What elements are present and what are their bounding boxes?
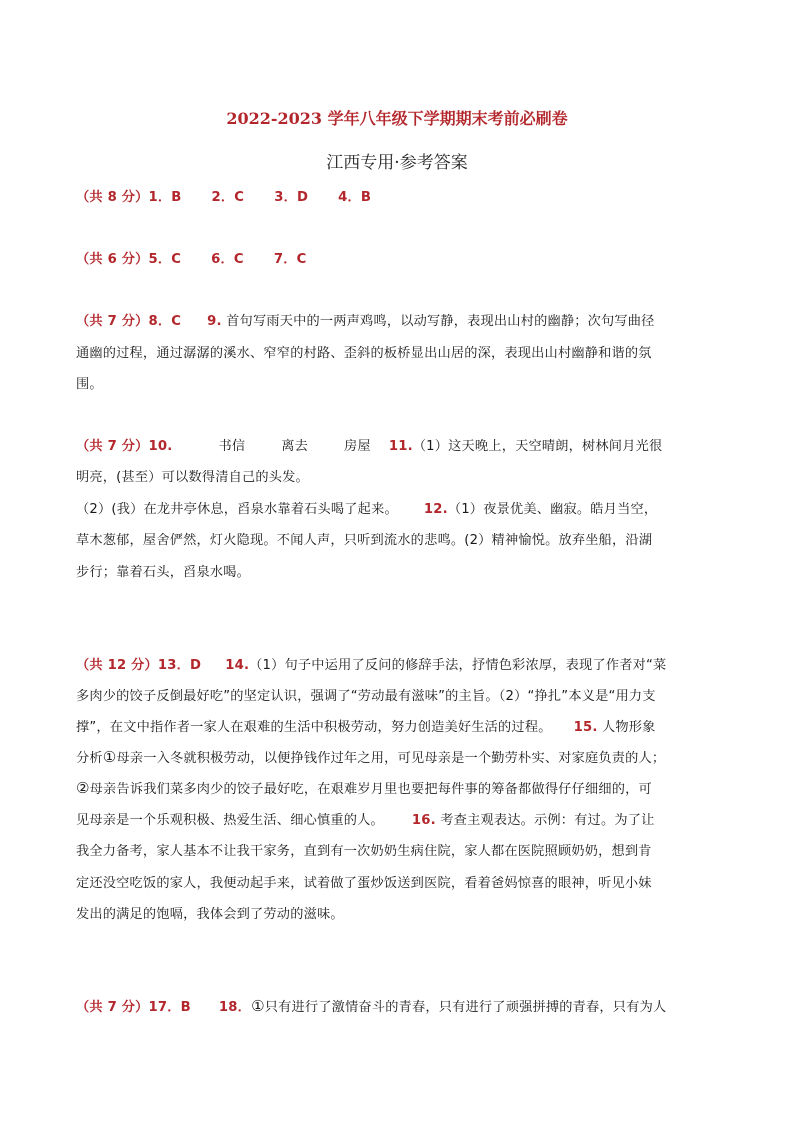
circled-two-marker: ②	[76, 779, 90, 797]
circled-one-marker: ①	[251, 997, 265, 1015]
section-points: （共 12 分）	[76, 658, 158, 673]
answer-9-text: 首句写雨天中的一两声鸡鸣，以动写静，表现出山村的幽静；次句写曲径	[226, 314, 655, 329]
section-5-line-4	[76, 747, 665, 766]
question-16-number: 16.	[411, 813, 436, 828]
page-subtitle: 江西专用·参考答案	[326, 153, 468, 173]
section-5-line-5	[76, 778, 652, 797]
answer-12-text: （1）夜景优美、幽寂。皓月当空，	[447, 502, 658, 517]
answer-8: 8．C	[148, 314, 182, 329]
answer-10-word-2: 离去	[281, 439, 309, 454]
answer-11-text: （1）这天晚上，天空晴朗，树林间月光很	[412, 439, 663, 454]
answer-15-point-1: 母亲一入冬就积极劳动，以便挣钱作过年之用，可见母亲是一个勤劳朴实、对家庭负责的人；	[116, 751, 666, 766]
answer-13: 13．D	[157, 658, 202, 673]
section-4-line-2: 明亮，(甚至）可以数得清自己的头发。	[76, 470, 309, 485]
answer-10-word-1: 书信	[218, 439, 246, 454]
answer-11-part-2: （2）(我）在龙井亭休息，舀泉水靠着石头喝了起来。	[76, 502, 398, 517]
question-11-number: 11.	[388, 439, 413, 454]
section-6-line-1	[76, 996, 666, 1015]
section-3-line-1	[76, 310, 655, 329]
section-points: （共 7 分）	[76, 314, 149, 329]
section-5-line-8: 定还没空吃饭的家人，我便动起手来，试着做了蛋炒饭送到医院，看着爸妈惊喜的眼神，听见小妹	[76, 876, 652, 891]
answer-1: 1．B	[148, 190, 182, 205]
answer-16-text: 考查主观表达。示例：有过。为了让	[440, 813, 655, 828]
question-18-number: 18．	[218, 1000, 252, 1015]
section-5-line-6	[76, 809, 655, 828]
question-12-number: 12.	[423, 502, 448, 517]
section-5-line-1	[76, 654, 666, 673]
section-points: （共 6 分）	[76, 252, 149, 267]
answer-3: 3．D	[274, 190, 309, 205]
section-points: （共 7 分）	[76, 439, 149, 454]
section-points: （共 7 分）	[76, 1000, 149, 1015]
answer-4: 4．B	[338, 190, 372, 205]
answer-15-prefix: 分析	[76, 751, 103, 766]
section-4-line-3	[76, 498, 657, 517]
answer-7: 7．C	[273, 252, 307, 267]
answer-15-lead: 人物形象	[601, 720, 656, 735]
section-4-line-4: 草木葱郁，屋舍俨然，灯火隐现。不闻人声，只听到流水的悲鸣。(2）精神愉悦。放弃坐船，沿湖	[76, 533, 653, 548]
question-15-number: 15.	[573, 720, 598, 735]
answer-17: 17．B	[148, 1000, 191, 1015]
answer-10-word-3: 房屋	[344, 439, 371, 454]
answer-15-conclusion: 见母亲是一个乐观积极、热爱生活、细心慎重的人。	[76, 813, 384, 828]
section-2-answers	[76, 248, 306, 267]
section-4-line-1	[76, 435, 662, 454]
answer-14-text: （1）句子中运用了反问的修辞手法，抒情色彩浓厚，表现了作者对“菜	[249, 658, 667, 673]
section-4-line-5: 步行；靠着石头，舀泉水喝。	[76, 565, 251, 580]
answer-14-part-2: 撑”，在文中指作者一家人在艰难的生活中积极劳动，努力创造美好生活的过程。	[76, 720, 552, 735]
section-5-line-7: 我全力备考，家人基本不让我干家务，直到有一次奶奶生病住院，家人都在医院照顾奶奶，想到肯	[76, 844, 652, 859]
question-14-number: 14.	[225, 658, 250, 673]
section-3-line-3: 围。	[76, 377, 103, 392]
section-3-line-2: 通幽的过程，通过潺潺的溪水、窄窄的村路、歪斜的板桥显出山居的深，表现出山村幽静和谐的氛	[76, 346, 652, 361]
circled-one-marker: ①	[102, 748, 117, 766]
answer-5: 5．C	[148, 252, 182, 267]
answer-2: 2．C	[211, 190, 245, 205]
section-5-line-2: 多肉少的饺子反倒最好吃”的坚定认识，强调了“劳动最有滋味”的主旨。（2）“挣扎”本义是“用力支	[76, 689, 656, 704]
answer-6: 6．C	[211, 252, 244, 267]
section-points: （共 8 分）	[76, 190, 149, 205]
page-title: 2022-2023 学年八年级下学期期末考前必刷卷	[226, 109, 568, 128]
answer-15-point-2: 母亲告诉我们菜多肉少的饺子最好吃，在艰难岁月里也要把每件事的筹备都做得仔仔细细的，可	[89, 782, 652, 797]
question-10-number: 10.	[148, 439, 173, 454]
answer-18-text: 只有进行了激情奋斗的青春，只有进行了顽强拼搏的青春，只有为人	[264, 1000, 667, 1015]
section-1-answers	[76, 186, 371, 205]
section-5-line-3	[76, 716, 656, 735]
question-9-number: 9.	[207, 314, 222, 329]
section-5-line-9: 发出的满足的饱嗝，我体会到了劳动的滋味。	[76, 907, 344, 922]
